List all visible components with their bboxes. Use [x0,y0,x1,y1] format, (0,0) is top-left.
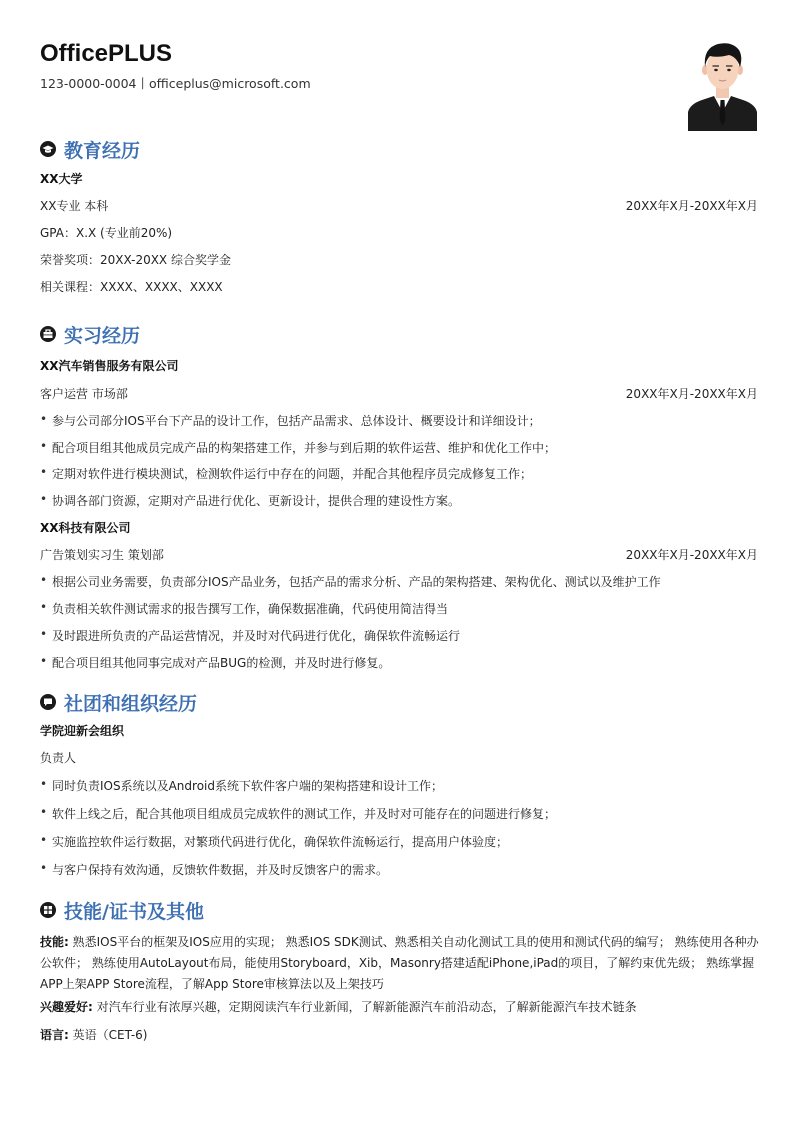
hobby-label: 兴趣爱好: [40,1000,93,1014]
list-item: • 参与公司部分IOS平台下产品的设计工作，包括产品需求、总体设计、概要设计和详细设计； [40,412,541,428]
language-label: 语言: [40,1028,69,1042]
list-item: • 负责相关软件测试需求的报告撰写工作，确保数据准确，代码使用简洁得当 [40,600,449,616]
company-name: XX汽车销售服务有限公司 [40,359,179,373]
list-item: • 定期对软件进行模块测试，检测软件运行中存在的问题，并配合其他程序员完成修复工作； [40,465,533,481]
skills-title: 技能/证书及其他 [64,900,204,923]
skills-text: 熟悉IOS平台的框架及IOS应用的实现； 熟悉IOS SDK测试、熟悉相关自动化测试工具的使用和测试代码的编写； 熟练使用各种办公软件； 熟练使用AutoLayout布局，能使用Storyboard，Xib，Masonry搭建适配iPhone,iPad的项目，了解约束优先级； 熟练掌握APP上架APP Store流程，了解App Store审核算法以及上架技巧 [40,935,759,991]
list-item: • 配合项目组其他成员完成产品的构架搭建工作，并参与到后期的软件运营、维护和优化工作中； [40,439,557,455]
education-dates: 20XX年X月-20XX年X月 [625,199,758,213]
resume-page [40,0,760,1132]
job-dates: 20XX年X月-20XX年X月 [625,548,758,562]
grid-icon [40,902,56,918]
graduation-cap-icon [40,141,56,157]
chat-bubble-icon [40,694,56,710]
organization-name: 学院迎新会组织 [40,724,125,738]
email-address: officeplus@microsoft.com [149,76,311,91]
club-role: 负责人 [40,751,77,765]
internship-section-header [40,320,140,348]
skills-section-header [40,896,204,924]
list-item: • 根据公司业务需要，负责部分IOS产品业务，包括产品的需求分析、产品的架构搭建、架构优化、测试以及维护工作 [40,573,661,589]
briefcase-icon [40,326,56,342]
list-item: • 与客户保持有效沟通，反馈软件数据，并及时反馈客户的需求。 [40,861,389,877]
internship-title: 实习经历 [64,324,141,347]
education-major-row [40,197,758,217]
job-role: 广告策划实习生 策划部 [40,548,164,562]
job-role-row [40,546,758,566]
language-paragraph [40,1025,760,1046]
language-text: 英语（CET-6) [68,1028,148,1042]
company-name: XX科技有限公司 [40,521,131,535]
candidate-name: OfficePLUS [40,40,173,67]
contact-separator: 丨 [136,76,150,91]
list-item: • 同时负责IOS系统以及Android系统下软件客户端的架构搭建和设计工作； [40,777,443,793]
education-section-header [40,135,140,163]
education-title: 教育经历 [64,139,141,162]
gpa-line: GPA：X.X (专业前20%) [40,226,173,240]
major-degree: XX专业 本科 [40,199,109,213]
job-role-row [40,385,758,405]
list-item: • 实施监控软件运行数据，对繁琐代码进行优化，确保软件流畅运行，提高用户体验度； [40,833,509,849]
list-item: • 配合项目组其他同事完成对产品BUG的检测，并及时进行修复。 [40,654,391,670]
courses-line: 相关课程：XXXX、XXXX、XXXX [40,280,223,294]
clubs-section-header [40,688,197,716]
contact-line [40,74,311,92]
job-role: 客户运营 市场部 [40,387,128,401]
hobby-text: 对汽车行业有浓厚兴趣，定期阅读汽车行业新闻，了解新能源汽车前沿动态，了解新能源汽车技术链条 [92,1000,637,1014]
profile-photo [688,40,757,131]
school-name: XX大学 [40,172,83,186]
skills-label: 技能: [40,935,69,949]
clubs-title: 社团和组织经历 [64,692,198,715]
hobby-paragraph [40,997,760,1018]
list-item: • 软件上线之后，配合其他项目组成员完成软件的测试工作，并及时对可能存在的问题进行修复； [40,805,557,821]
list-item: • 协调各部门资源，定期对产品进行优化、更新设计，提供合理的建设性方案。 [40,492,461,508]
skills-paragraph [40,932,760,995]
honors-line: 荣誉奖项：20XX-20XX 综合奖学金 [40,253,231,267]
list-item: • 及时跟进所负责的产品运营情况，并及时对代码进行优化，确保软件流畅运行 [40,627,461,643]
phone-number: 123-0000-0004 [40,76,137,91]
job-dates: 20XX年X月-20XX年X月 [625,387,758,401]
